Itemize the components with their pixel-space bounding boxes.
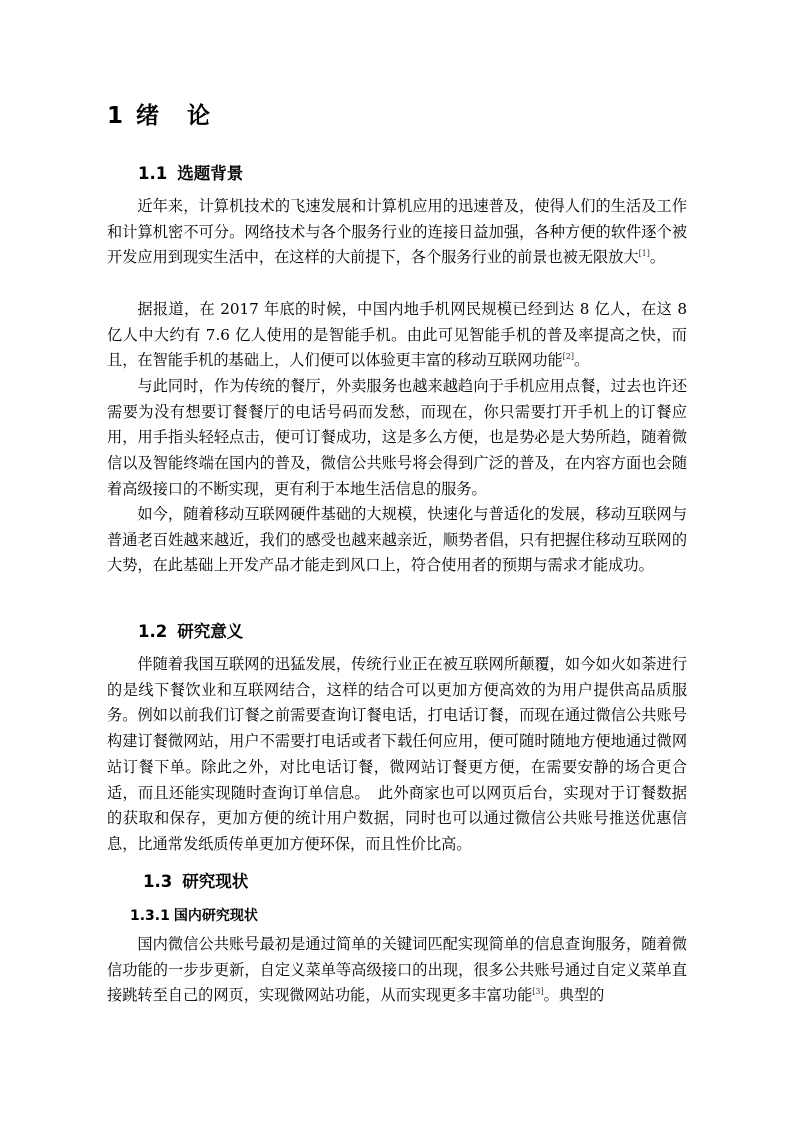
chapter-title: 绪 论 bbox=[136, 103, 221, 129]
section-number: 1.2 bbox=[138, 622, 168, 641]
subsection-heading bbox=[130, 905, 258, 927]
paragraph bbox=[107, 194, 687, 271]
paragraph-text: 伴随着我国互联网的迅猛发展，传统行业正在被互联网所颠覆，如今如火如荼进行的是线下餐饮业和互联网结合，这样的结合可以更加方便高效的为用户提供高品质服务。例如以前我们订餐之前需要查询订餐电话，打电话订餐，而现在通过微信公共账号构建订餐微网站，用户不需要打电话或者下载任何应用，便可随时随地方便地通过微网站订餐下单。除此之外，对比电话订餐，微网站订餐更方便，在需要安静的场合更合适，而且还能实现随时查询订单信息。 此外商家也可以网页后台，实现对于订餐数据的获取和保存，更加方便的统计用户数据，同时也可以通过微信公共账号推送优惠信息，比通常发纸质传单更加方便环保，而且性价比高。 bbox=[107, 655, 687, 853]
section-heading bbox=[143, 870, 248, 894]
chapter-heading bbox=[107, 100, 220, 132]
paragraph-end: 。 bbox=[573, 351, 590, 370]
section-title: 研究现状 bbox=[182, 872, 249, 891]
section-title: 研究意义 bbox=[177, 622, 244, 641]
section-heading bbox=[138, 620, 243, 644]
paragraph bbox=[107, 502, 687, 579]
paragraph-text: 与此同时，作为传统的餐厅，外卖服务也越来越趋向于手机应用点餐，过去也许还需要为没有想要订餐餐厅的电话号码而发愁，而现在，你只需要打开手机上的订餐应用，用手指头轻轻点击，便可订餐成功，这是多么方便，也是势必是大势所趋，随着微信以及智能终端在国内的普及，微信公共账号将会得到广泛的普及，在内容方面也会随着高级接口的不断实现，更有利于本地生活信息的服务。 bbox=[107, 377, 687, 498]
citation-marker: [3] bbox=[532, 987, 544, 997]
paragraph-end: 。 bbox=[649, 248, 666, 267]
section-heading bbox=[138, 162, 243, 186]
subsection-title: 国内研究现状 bbox=[173, 908, 258, 924]
paragraph-text: 如今，随着移动互联网硬件基础的大规模，快速化与普适化的发展，移动互联网与普通老百姓越来越近，我们的感受也越来越亲近，顺势者倡，只有把握住移动互联网的大势，在此基础上开发产品才能走到风口上，符合使用者的预期与需求才能成功。 bbox=[107, 505, 687, 575]
paragraph-end: 。典型的 bbox=[543, 986, 605, 1005]
paragraph bbox=[107, 932, 687, 1009]
paragraph-text: 国内微信公共账号最初是通过简单的关键词匹配实现简单的信息查询服务，随着微信功能的一步步更新，自定义菜单等高级接口的出现，很多公共账号通过自定义菜单直接跳转至自己的网页，实现微网站功能，从而实现更多丰富功能 bbox=[107, 935, 687, 1005]
paragraph-text: 据报道，在 2017 年底的时候，中国内地手机网民规模已经到达 8 亿人，在这 8 亿人中大约有 7.6 亿人使用的是智能手机。由此可见智能手机的普及率提高之快，而且，在智能手机的基础上，人们便可以体验更丰富的移动互联网功能 bbox=[107, 300, 687, 370]
citation-marker: [1] bbox=[638, 249, 650, 259]
chapter-number: 1 bbox=[107, 103, 125, 129]
subsection-number: 1.3.1 bbox=[130, 908, 170, 924]
section-number: 1.1 bbox=[138, 164, 168, 183]
section-title: 选题背景 bbox=[177, 164, 244, 183]
paragraph bbox=[107, 652, 687, 858]
section-number: 1.3 bbox=[143, 872, 173, 891]
paragraph bbox=[107, 297, 687, 374]
paragraph-text: 近年来，计算机技术的飞速发展和计算机应用的迅速普及，使得人们的生活及工作和计算机密不可分。网络技术与各个服务行业的连接日益加强，各种方便的软件逐个被开发应用到现实生活中，在这样的大前提下，各个服务行业的前景也被无限放大 bbox=[107, 197, 687, 267]
citation-marker: [2] bbox=[562, 352, 574, 362]
paragraph bbox=[107, 374, 687, 503]
